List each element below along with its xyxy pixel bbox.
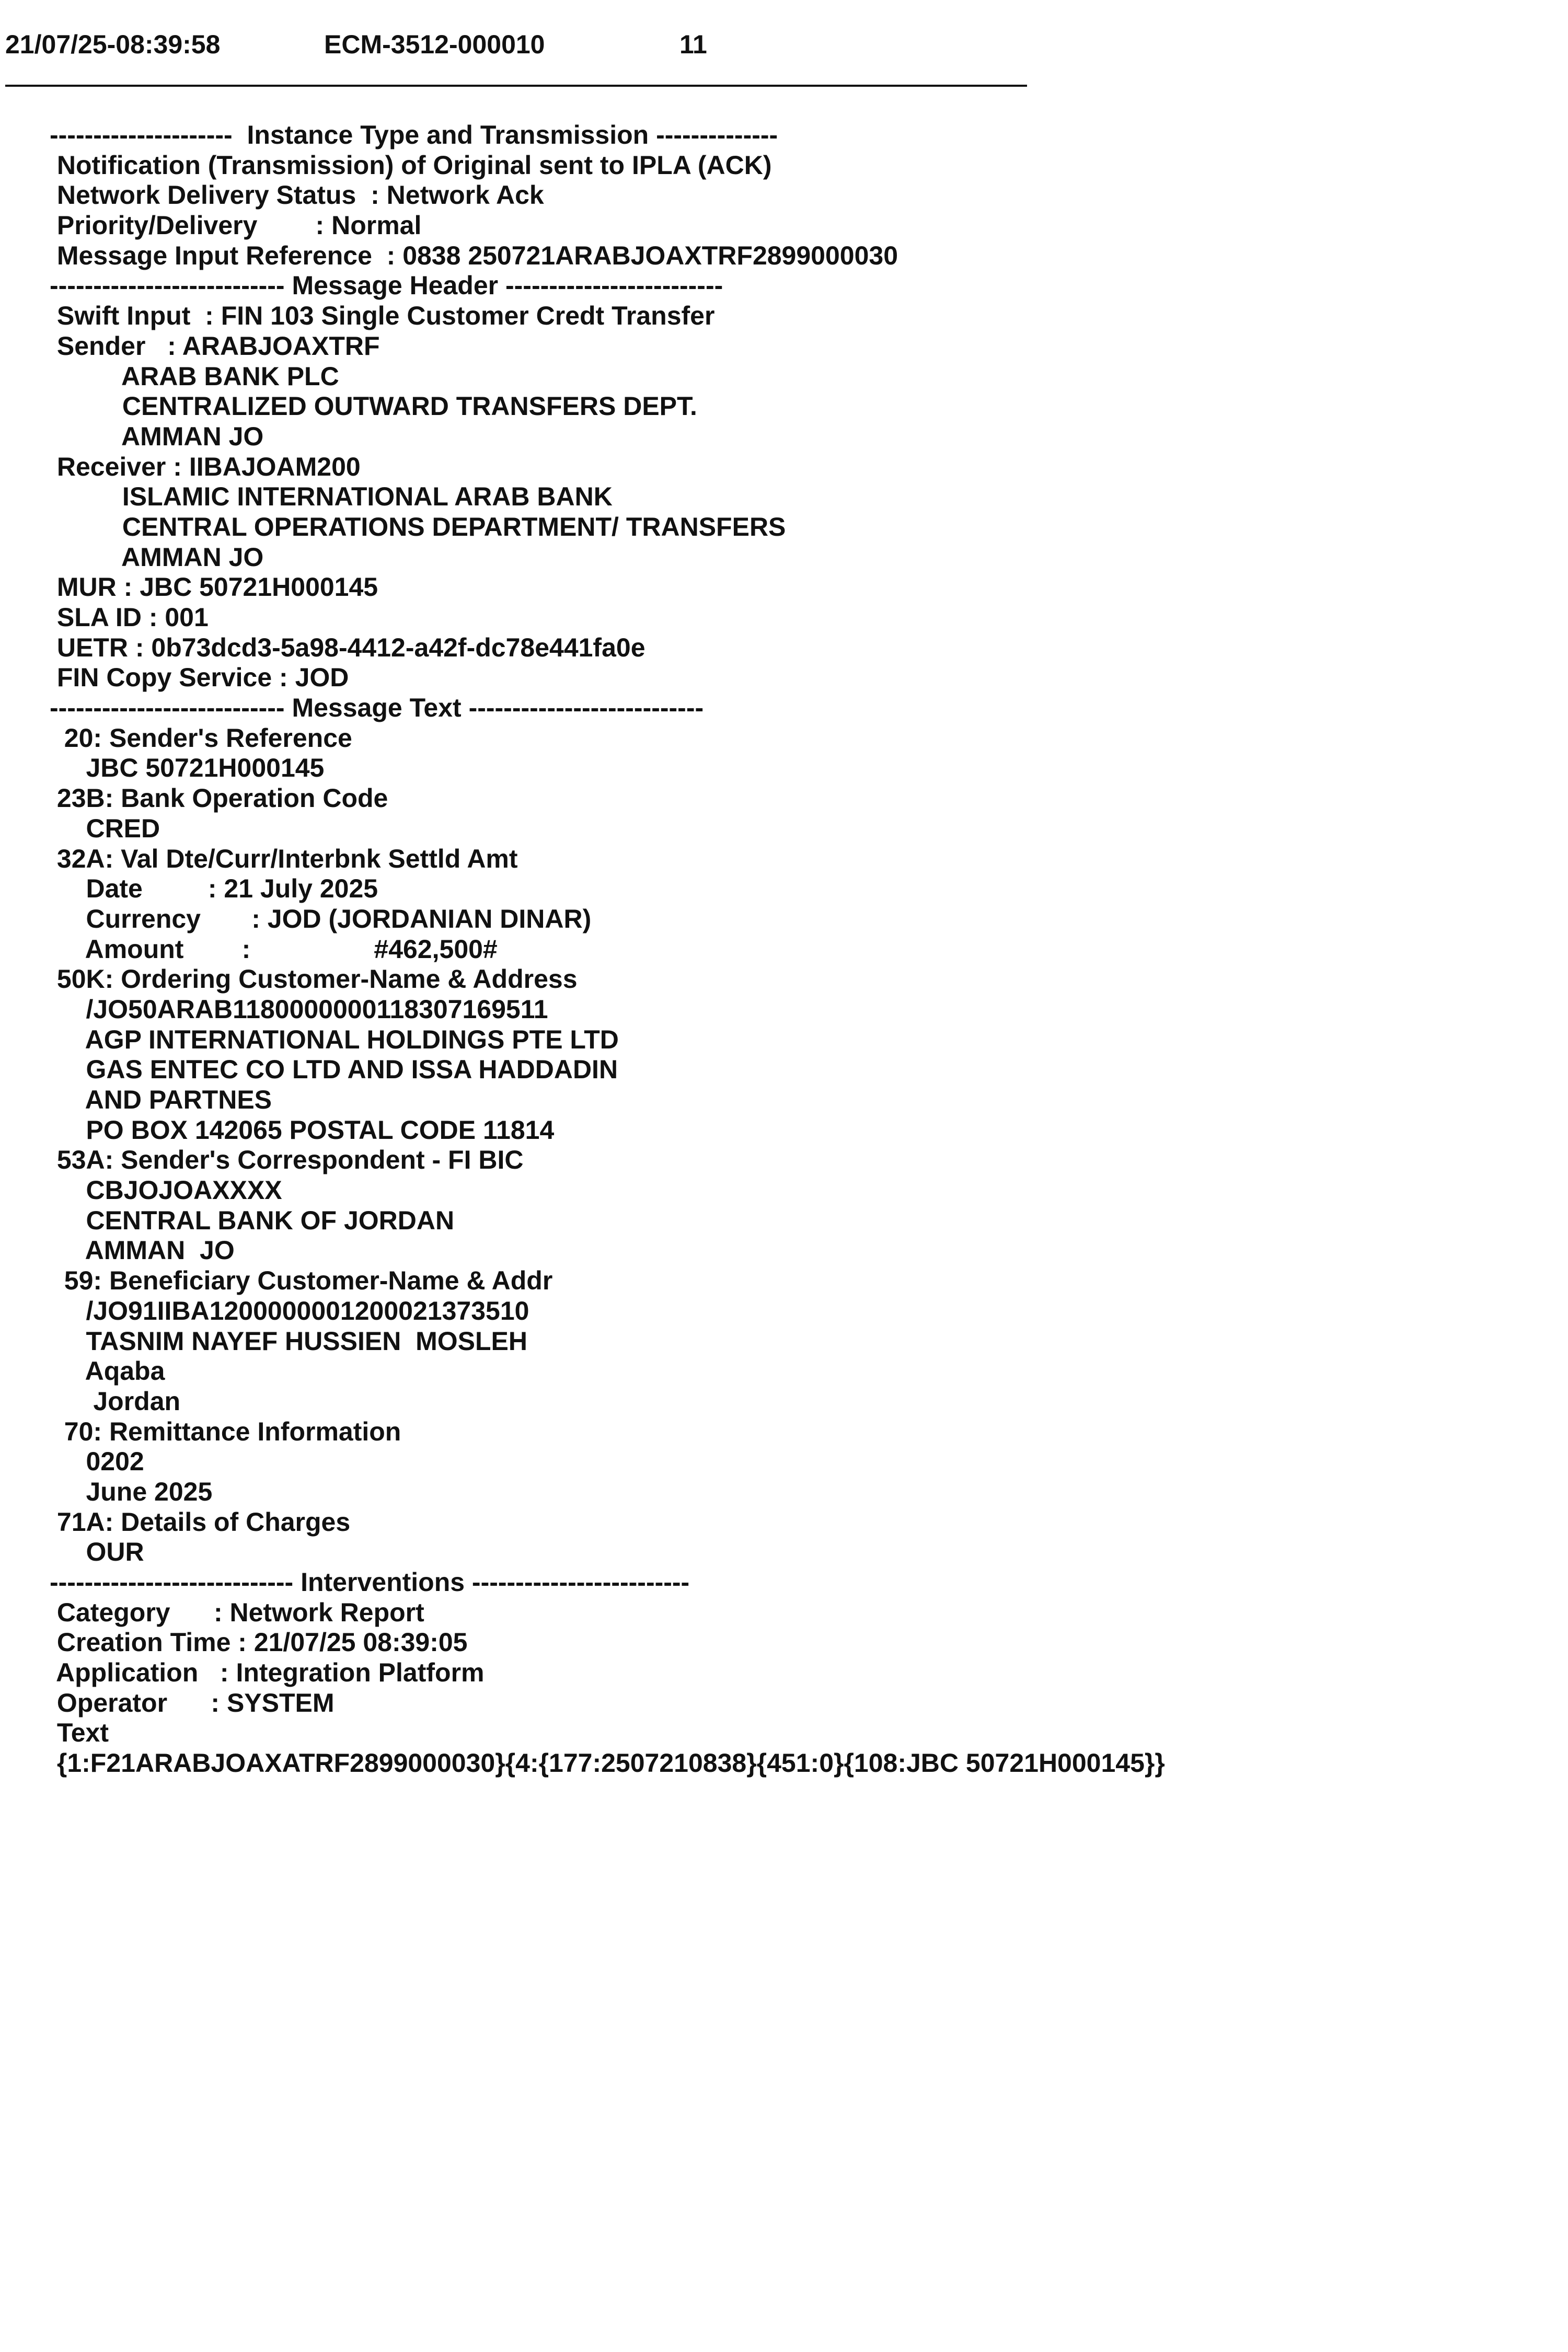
report-line: /JO91IIBA1200000001200021373510: [50, 1296, 529, 1325]
report-line: 50K: Ordering Customer-Name & Address: [50, 964, 578, 994]
report-line: Operator : SYSTEM: [50, 1688, 335, 1717]
report-line: 71A: Details of Charges: [50, 1507, 351, 1537]
report-line: OUR: [50, 1537, 144, 1567]
page-header: [5, 29, 707, 60]
header-document-ref: ECM-3512-000010: [324, 30, 545, 59]
report-line: {1:F21ARABJOAXATRF2899000030}{4:{177:2507210838}{451:0}{108:JBC 50721H000145}}: [50, 1748, 1165, 1778]
report-line: CENTRALIZED OUTWARD TRANSFERS DEPT.: [50, 391, 697, 421]
report-line: Message Input Reference : 0838 250721ARABJOAXTRF2899000030: [50, 240, 898, 270]
report-line: CRED: [50, 813, 160, 843]
report-line: GAS ENTEC CO LTD AND ISSA HADDADIN: [50, 1055, 618, 1085]
report-line: AMMAN JO: [50, 542, 264, 572]
report-line: JBC 50721H000145: [50, 753, 325, 783]
report-line: MUR : JBC 50721H000145: [50, 572, 378, 602]
report-line: AGP INTERNATIONAL HOLDINGS PTE LTD: [50, 1024, 619, 1054]
report-line: Category : Network Report: [50, 1597, 424, 1627]
report-line: PO BOX 142065 POSTAL CODE 11814: [50, 1115, 555, 1145]
report-line: 20: Sender's Reference: [50, 723, 352, 753]
report-line: Network Delivery Status : Network Ack: [50, 180, 544, 210]
report-line: ---------------------------- Interventions -------------------------: [50, 1567, 690, 1597]
report-line: Receiver : IIBAJOAM200: [50, 452, 361, 481]
report-line: ISLAMIC INTERNATIONAL ARAB BANK: [50, 482, 613, 512]
report-line: Notification (Transmission) of Original sent to IPLA (ACK): [50, 150, 772, 180]
report-line: Priority/Delivery : Normal: [50, 211, 422, 240]
report-line: 0202: [50, 1447, 144, 1477]
report-line: Aqaba: [50, 1356, 165, 1386]
report-line: Text: [50, 1718, 109, 1748]
report-line: Date : 21 July 2025: [50, 874, 378, 904]
report-line: Creation Time : 21/07/25 08:39:05: [50, 1628, 468, 1657]
report-line: CBJOJOAXXXX: [50, 1175, 282, 1205]
report-line: TASNIM NAYEF HUSSIEN MOSLEH: [50, 1326, 527, 1356]
report-line: June 2025: [50, 1477, 213, 1506]
report-line: --------------------- Instance Type and Transmission --------------: [50, 120, 778, 149]
report-line: Sender : ARABJOAXTRF: [50, 331, 380, 361]
report-line: AMMAN JO: [50, 421, 264, 451]
report-line: 59: Beneficiary Customer-Name & Addr: [50, 1266, 553, 1296]
report-line: Amount : #462,500#: [50, 934, 498, 964]
report-line: --------------------------- Message Text ---------------------------: [50, 693, 704, 723]
report-line: 53A: Sender's Correspondent - FI BIC: [50, 1145, 524, 1175]
report-line: --------------------------- Message Header -------------------------: [50, 271, 723, 301]
report-line: 32A: Val Dte/Curr/Interbnk Settld Amt: [50, 844, 518, 873]
report-line: Swift Input : FIN 103 Single Customer Credt Transfer: [50, 301, 715, 331]
report-line: FIN Copy Service : JOD: [50, 663, 349, 693]
report-line: Jordan: [50, 1386, 181, 1416]
report-line: AND PARTNES: [50, 1085, 272, 1114]
report-line: /JO50ARAB1180000000118307169511: [50, 994, 548, 1024]
header-timestamp: 21/07/25-08:39:58: [5, 30, 221, 59]
header-divider: [5, 85, 1027, 87]
report-line: AMMAN JO: [50, 1236, 235, 1265]
report-line: SLA ID : 001: [50, 603, 209, 632]
report-line: CENTRAL BANK OF JORDAN: [50, 1205, 455, 1235]
report-line: ARAB BANK PLC: [50, 361, 339, 391]
report-line: 23B: Bank Operation Code: [50, 783, 388, 813]
report-line: CENTRAL OPERATIONS DEPARTMENT/ TRANSFERS: [50, 512, 786, 541]
header-page-number: 11: [679, 30, 707, 59]
report-line: Application : Integration Platform: [50, 1658, 485, 1688]
report-line: Currency : JOD (JORDANIAN DINAR): [50, 904, 592, 933]
report-line: 70: Remittance Information: [50, 1416, 401, 1446]
swift-message-report: [50, 120, 1555, 1779]
report-line: UETR : 0b73dcd3-5a98-4412-a42f-dc78e441fa0e: [50, 632, 645, 662]
